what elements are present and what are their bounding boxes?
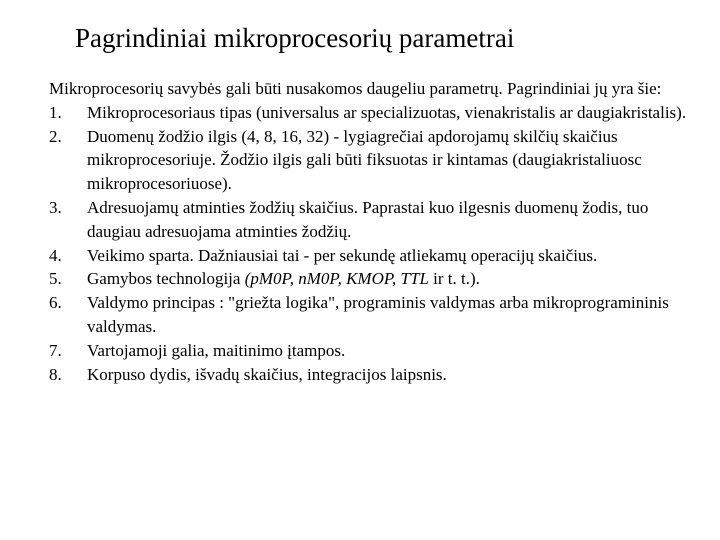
- list-item: [49, 196, 699, 244]
- list-item-text: Korpuso dydis, išvadų skaičius, integracijos laipsnis.: [87, 364, 447, 384]
- list-item-number: 4.: [49, 245, 62, 265]
- list-item-number: 8.: [49, 364, 62, 384]
- list-item-text: Mikroprocesoriaus tipas (universalus ar specializuotas, vienakristalis ar daugiakristalis).: [87, 102, 687, 122]
- slide-title: Pagrindiniai mikroprocesorių parametrai: [75, 23, 515, 53]
- slide-body: [49, 77, 699, 386]
- parameter-list: [49, 101, 699, 387]
- list-item-text: Valdymo principas : "griežta logika", programinis valdymas arba mikroprogramininis valdymas.: [87, 293, 669, 336]
- list-item: [49, 101, 699, 125]
- list-item-number: 3.: [49, 197, 62, 217]
- list-item: [49, 125, 699, 196]
- list-item: [49, 363, 699, 387]
- list-item-number: 5.: [49, 269, 62, 289]
- list-item: [49, 267, 699, 291]
- list-item-text-before: Gamybos technologija: [87, 269, 245, 289]
- list-item-number: 1.: [49, 102, 62, 122]
- list-item: [49, 244, 699, 268]
- list-item-text: Adresuojamų atminties žodžių skaičius. Paprastai kuo ilgesnis duomenų žodis, tuo daugiau adresuojama atminties žodžių.: [87, 197, 649, 241]
- list-item-number: 2.: [49, 126, 62, 146]
- list-item-text-italic: (pM0P, nM0P, KMOP, TTL: [244, 269, 429, 289]
- list-item-text: Duomenų žodžio ilgis (4, 8, 16, 32) - lygiagrečiai apdorojamų skilčių skaičius mikroprocesoriuje. Žodžio ilgis gali būti fiksuotas ir kintamas (daugiakristaliuosc mikroprocesoriuose).: [87, 126, 642, 194]
- list-item-number: 6.: [49, 293, 62, 313]
- list-item-text: Vartojamoji galia, maitinimo įtampos.: [87, 340, 346, 360]
- list-item: [49, 291, 699, 339]
- list-item: [49, 339, 699, 363]
- intro-paragraph: Mikroprocesorių savybės gali būti nusakomos daugeliu parametrų. Pagrindiniai jų yra šie:: [49, 79, 662, 98]
- list-item-number: 7.: [49, 340, 62, 360]
- list-item-text: Veikimo sparta. Dažniausiai tai - per sekundę atliekamų operacijų skaičius.: [87, 245, 598, 265]
- list-item-text-after: ir t. t.).: [428, 269, 480, 289]
